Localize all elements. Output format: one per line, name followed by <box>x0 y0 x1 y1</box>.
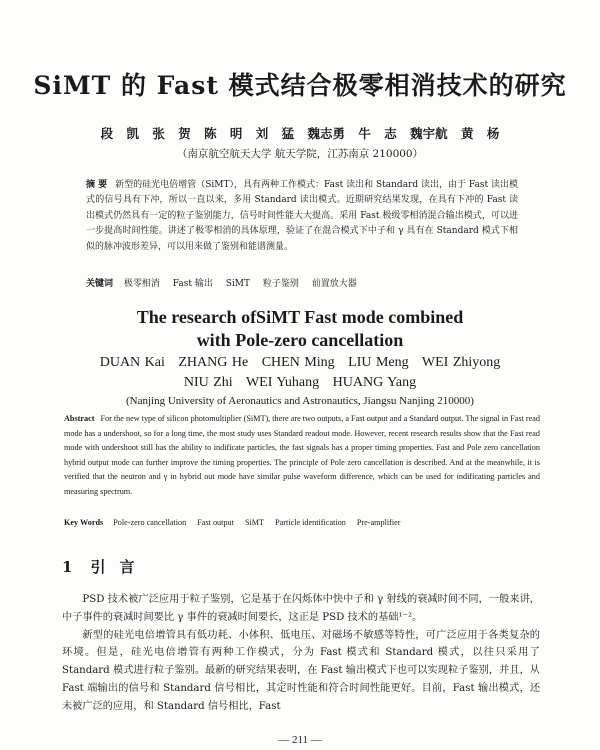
author-cn: 魏宇航 <box>410 126 448 141</box>
keyword-cn: SiMT <box>225 279 251 289</box>
keyword-en: Particle identification <box>275 518 346 527</box>
abstract-cn-text: 新型的硅光电倍增管（SiMT），具有两种工作模式：Fast 读出和 Standard 读出，由于 Fast 读出模式的信号具有下冲，所以一直以来，多用 Standard 读出模式。近期研究结果发现，在具有下冲的 Fast 读出模式仍然具有一定的粒子鉴别能力，信号时间性能大大提高。采用 Fast 极级零相消混合输出模式，可以进一步提高时间性能。讲述了极零相消的具体原理，验证了在混合模式下中子和 γ 具有在 Standard 模式下相似的脉冲波形差异，可以用来做了鉴别和能谱测量。 <box>86 180 518 252</box>
abstract-chinese <box>86 178 518 255</box>
author-en: WEI Zhiyong <box>421 355 501 370</box>
keyword-cn: 粒子鉴别 <box>262 279 299 289</box>
abstract-english <box>64 412 540 500</box>
author-cn: 刘 猛 <box>255 126 295 141</box>
author-cn: 段 凯 <box>100 126 139 141</box>
keyword-cn: 极零相消 <box>123 279 160 289</box>
keywords-chinese <box>86 276 518 289</box>
authors-chinese <box>0 124 600 142</box>
page-number: — 211 — <box>278 734 322 746</box>
keyword-en: Fast output <box>197 518 234 527</box>
affiliation-english: (Nanjing University of Aeronautics and Astronautics, Jiangsu Nanjing 210000) <box>126 395 474 407</box>
body-text <box>62 591 540 716</box>
author-en: WEI Yuhang <box>245 375 320 390</box>
author-cn: 陈 明 <box>204 126 243 141</box>
keyword-en: Pole-zero cancellation <box>113 518 187 527</box>
title-en-line: The research ofSiMT Fast mode combined <box>136 307 464 327</box>
author-cn: 魏志勇 <box>307 126 346 141</box>
authors-en-line-2 <box>0 373 600 393</box>
keyword-en: SiMT <box>244 518 265 527</box>
keywords-english <box>64 518 540 527</box>
affiliation-chinese: （南京航空航天大学 航天学院，江苏南京 210000） <box>176 148 424 160</box>
authors-english <box>0 353 600 393</box>
section-number: 1 <box>62 558 73 576</box>
title-en-line: with Pole-zero cancellation <box>196 330 404 350</box>
keyword-cn: Fast 输出 <box>172 279 213 289</box>
abstract-cn-label: 摘 要 <box>86 180 108 190</box>
author-en: NIU Zhi <box>183 375 233 390</box>
body-paragraph: 新型的硅光电倍增管具有低功耗、小体积、低电压、对磁场不敏感等特性，可广泛应用于各类复杂的环境。但是，硅光电倍增管有两种工作模式，分为 Fast 模式和 Standard 模式，以往只采用了 Standard 模式进行粒子鉴别。最新的研究结果表明，在 Fast 输出模式下也可以实现粒子鉴别，并且，从 Fast 端输出的信号和 Standard 信号相比，其定时性能和符合时间性能更好。目前，Fast 输出模式，还未被广泛的应用，和 Standard 信号相比，Fast <box>62 629 540 712</box>
abstract-en-text: For the new type of silicon photomultiplier (SiMT), there are two outputs, a Fast output and a Standard output. The signal in Fast read mode has a undershoot, so for a long time, the most study uses Standard readout mode. However, recent research results show that the Fast read mode with undershoot still has the ability to indificate particles, the fast signals has a proper timing properties. Fast and Pole zero cancellation hybrid output mode can further improve the timing properties. The principle of Pole zero cancellation is described. And at the meanwhile, it is verified that the neutron and γ in hybrid out mode have similar pulse waveform difference, which can be used for indificating particles and measuring spectrum. <box>64 414 540 496</box>
author-en: HUANG Yang <box>332 375 417 390</box>
section-title: 引言 <box>90 558 149 576</box>
title-english <box>0 306 600 352</box>
author-en: ZHANG He <box>178 355 249 370</box>
section-heading <box>62 556 148 577</box>
keywords-cn-label: 关键词 <box>86 279 114 289</box>
author-en: DUAN Kai <box>99 355 165 370</box>
author-cn: 黄 杨 <box>460 126 500 141</box>
authors-en-line-1 <box>0 353 600 373</box>
title-chinese: SiMT 的 Fast 模式结合极零相消技术的研究 <box>33 71 567 100</box>
keyword-en: Pre-amplifier <box>356 518 401 527</box>
abstract-en-label: Abstract <box>64 414 95 423</box>
author-en: LIU Meng <box>348 355 409 370</box>
body-paragraph: PSD 技术被广泛应用于粒子鉴别，它是基于在闪烁体中快中子和 γ 射线的衰减时间不同，一般来讲，中子事件的衰减时间要比 γ 事件的衰减时间要长，这正是 PSD 技术的基础¹⁻²。 <box>62 594 540 623</box>
keyword-cn: 前置放大器 <box>311 279 357 289</box>
author-cn: 牛 志 <box>358 126 397 141</box>
author-cn: 张 贺 <box>152 126 191 141</box>
author-en: CHEN Ming <box>261 355 335 370</box>
keywords-en-label: Key Words <box>64 518 104 527</box>
